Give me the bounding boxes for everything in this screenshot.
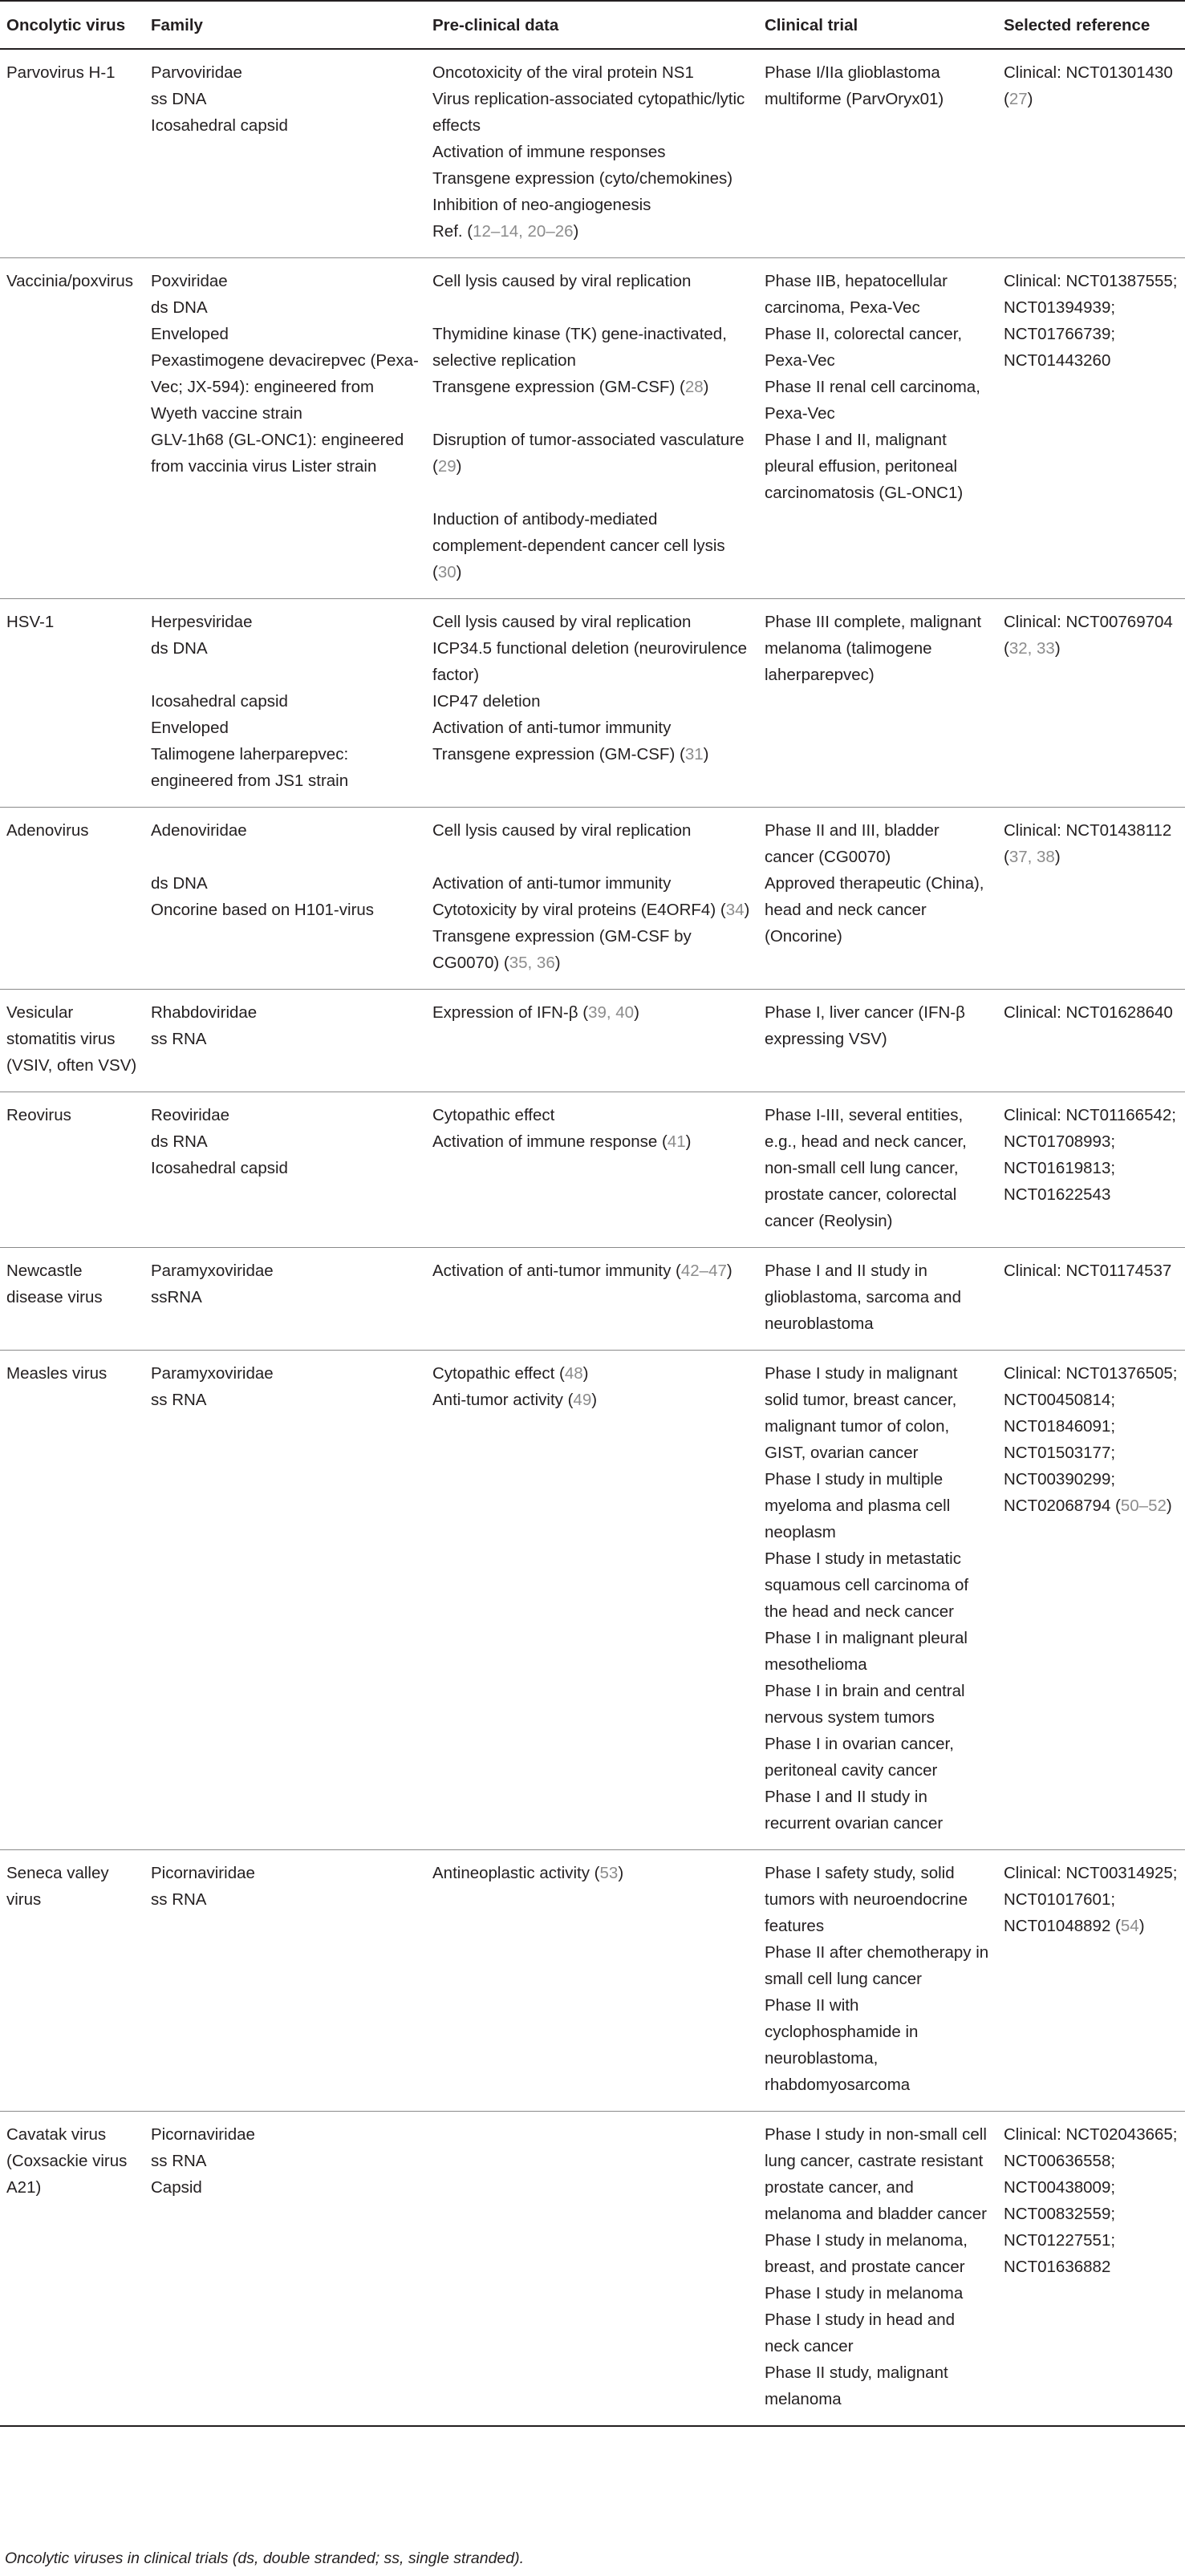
header-row (0, 1, 1185, 49)
reference-cell (997, 808, 1185, 990)
header-family: Family (144, 1, 426, 49)
line-text: Cytotoxicity by viral proteins (E4ORF4) ( (432, 901, 726, 919)
cell-line: Poxviridae (151, 272, 228, 290)
closing-paren: ) (634, 1003, 639, 1022)
cell-line (432, 609, 752, 635)
table-row (0, 1248, 1185, 1351)
closing-paren: ) (1027, 90, 1033, 108)
closing-paren: ) (685, 1132, 692, 1151)
cell-line (432, 139, 752, 165)
cell-line: Phase I safety study, solid tumors with neuroendocrine features (765, 1864, 968, 1935)
cell-line (1004, 609, 1179, 662)
blank-line (432, 844, 752, 870)
cell-line (1004, 1360, 1179, 1519)
cell-line (432, 870, 752, 897)
line-text: ICP34.5 functional deletion (neurovirulence factor) (432, 639, 748, 684)
cell-line: Paramyxoviridae (151, 1364, 274, 1383)
cell-line (432, 1860, 752, 1886)
cell-line: ss RNA (151, 1391, 207, 1409)
closing-paren: ) (456, 563, 462, 581)
cell-line: Phase I/IIa glioblastoma multiforme (ParvOryx01) (765, 63, 944, 108)
reference-cell (997, 49, 1185, 258)
line-text: Cell lysis caused by viral replication (432, 613, 692, 631)
preclinical-cell (426, 808, 758, 990)
clinical-cell (758, 1351, 997, 1850)
cell-line: Phase I study in melanoma, breast, and prostate cancer (765, 2231, 968, 2276)
cell-line (432, 1258, 752, 1284)
cell-line: Phase I in brain and central nervous system tumors (765, 1682, 965, 1727)
cell-line (1004, 817, 1179, 870)
line-text: Activation of anti-tumor immunity ( (432, 1262, 681, 1280)
cell-line: Phase I in malignant pleural mesothelioma (765, 1629, 968, 1674)
cell-line (432, 165, 752, 192)
line-text: Antineoplastic activity ( (432, 1864, 600, 1882)
header-oncolytic-virus: Oncolytic virus (0, 1, 144, 49)
closing-paren: ) (1054, 639, 1061, 658)
cell-line: Phase II and III, bladder cancer (CG0070) (765, 821, 939, 866)
line-text: Activation of anti-tumor immunity (432, 874, 672, 893)
line-text: Cytopathic effect ( (432, 1364, 565, 1383)
line-text: Ref. ( (432, 222, 473, 241)
clinical-cell (758, 2112, 997, 2427)
reference-cell (997, 258, 1185, 599)
closing-paren: ) (618, 1864, 624, 1882)
cell-line (1004, 268, 1179, 374)
cell-line (432, 506, 752, 585)
family-cell (144, 599, 426, 808)
family-cell (144, 1092, 426, 1248)
clinical-cell (758, 49, 997, 258)
cell-line: Phase I study in head and neck cancer (765, 2311, 956, 2355)
reference-numbers: 35, 36 (509, 954, 555, 972)
cell-line: Enveloped (151, 719, 229, 737)
cell-line: Reoviridae (151, 1106, 229, 1124)
line-text: Cell lysis caused by viral replication (432, 272, 692, 290)
closing-paren: ) (1054, 848, 1061, 866)
table-body (0, 49, 1185, 2426)
line-text: Clinical: NCT02043665; NCT00636558; NCT00438009; NCT00832559; NCT01227551; NCT01636882 (1004, 2125, 1178, 2276)
cell-line (432, 923, 752, 976)
reference-numbers: 39, 40 (588, 1003, 635, 1022)
cell-line: ssRNA (151, 1288, 202, 1306)
clinical-cell (758, 1092, 997, 1248)
reference-numbers: 28 (684, 378, 704, 396)
cell-line: Phase IIB, hepatocellular carcinoma, Pexa-Vec (765, 272, 948, 317)
blank-line (432, 480, 752, 506)
virus-cell (0, 599, 144, 808)
line-text: Transgene expression (cyto/chemokines) (432, 169, 733, 188)
cell-line: Phase III complete, malignant melanoma (talimogene laherparepvec) (765, 613, 982, 684)
closing-paren: ) (1166, 1497, 1172, 1515)
clinical-cell (758, 990, 997, 1092)
reference-cell (997, 599, 1185, 808)
table-row (0, 1850, 1185, 2112)
cell-line (432, 427, 752, 480)
cell-line (1004, 999, 1179, 1026)
header-selected-reference: Selected reference (997, 1, 1185, 49)
line-text: Expression of IFN-β ( (432, 1003, 589, 1022)
cell-line (432, 817, 752, 844)
virus-cell (0, 1248, 144, 1351)
cell-line: Seneca valley virus (6, 1864, 109, 1909)
cell-line (432, 1128, 752, 1155)
cell-line (432, 635, 752, 688)
line-text: Virus replication-associated cytopathic/lytic effects (432, 90, 745, 135)
reference-numbers: 37, 38 (1008, 848, 1055, 866)
line-text: Thymidine kinase (TK) gene-inactivated, selective replication (432, 325, 727, 370)
cell-line: Phase I and II study in recurrent ovarian cancer (765, 1788, 944, 1833)
clinical-cell (758, 808, 997, 990)
cell-line: Parvoviridae (151, 63, 242, 82)
cell-line: Approved therapeutic (China), head and neck cancer (Oncorine) (765, 874, 984, 946)
cell-line: Vaccinia/poxvirus (6, 272, 133, 290)
family-cell (144, 1351, 426, 1850)
line-text: Oncotoxicity of the viral protein NS1 (432, 63, 694, 82)
cell-line: Rhabdoviridae (151, 1003, 258, 1022)
cell-line: Phase I and II, malignant pleural effusion, peritoneal carcinomatosis (GL-ONC1) (765, 431, 964, 502)
cell-line: Icosahedral capsid (151, 116, 288, 135)
table-header (0, 1, 1185, 49)
cell-line: Cavatak virus (Coxsackie virus A21) (6, 2125, 128, 2197)
blank-line (151, 844, 420, 870)
reference-cell (997, 1092, 1185, 1248)
cell-line (432, 374, 752, 400)
line-text: Clinical: NCT01387555; NCT01394939; NCT01766739; NCT01443260 (1004, 272, 1178, 370)
header-clinical-trial: Clinical trial (758, 1, 997, 49)
preclinical-cell (426, 258, 758, 599)
cell-line (432, 192, 752, 218)
cell-line: Phase I study in malignant solid tumor, breast cancer, malignant tumor of colon, GIST, ovarian cancer (765, 1364, 958, 1462)
closing-paren: ) (703, 378, 709, 396)
virus-cell (0, 1850, 144, 2112)
virus-cell (0, 1092, 144, 1248)
table-row (0, 990, 1185, 1092)
family-cell (144, 1850, 426, 2112)
cell-line: ss DNA (151, 90, 207, 108)
cell-line: Icosahedral capsid (151, 1159, 288, 1177)
cell-line: Oncorine based on H101-virus (151, 901, 375, 919)
preclinical-cell (426, 599, 758, 808)
cell-line: Reovirus (6, 1106, 71, 1124)
family-cell (144, 2112, 426, 2427)
line-text: Clinical: NCT01376505; NCT00450814; NCT01846091; NCT01503177; NCT00390299; NCT02068794 ( (1004, 1364, 1178, 1515)
closing-paren: ) (1138, 1917, 1145, 1935)
cell-line (432, 86, 752, 139)
line-text: Activation of anti-tumor immunity (432, 719, 672, 737)
reference-numbers: 31 (684, 745, 704, 763)
cell-line: ds DNA (151, 298, 208, 317)
clinical-cell (758, 1248, 997, 1351)
reference-numbers: 32, 33 (1008, 639, 1055, 658)
line-text: Clinical: NCT00769704 ( (1004, 613, 1173, 658)
clinical-cell (758, 258, 997, 599)
cell-line (1004, 1860, 1179, 1939)
cell-line: ds DNA (151, 639, 208, 658)
reference-numbers: 30 (437, 563, 457, 581)
cell-line: Newcastle disease virus (6, 1262, 103, 1306)
cell-line (1004, 2121, 1179, 2280)
cell-line: Measles virus (6, 1364, 108, 1383)
line-text: Transgene expression (GM-CSF) ( (432, 745, 685, 763)
family-cell (144, 990, 426, 1092)
cell-line: Vesicular stomatitis virus (VSIV, often VSV) (6, 1003, 137, 1075)
virus-cell (0, 990, 144, 1092)
line-text: Clinical: NCT01174537 (1004, 1262, 1172, 1280)
reference-numbers: 48 (564, 1364, 583, 1383)
cell-line: Phase I study in non-small cell lung cancer, castrate resistant prostate cancer, and melanoma and bladder cancer (765, 2125, 987, 2223)
table-row (0, 599, 1185, 808)
reference-numbers: 49 (573, 1391, 592, 1409)
closing-paren: ) (582, 1364, 589, 1383)
table-caption: Oncolytic viruses in clinical trials (ds, double stranded; ss, single stranded). (5, 2550, 525, 2567)
cell-line (1004, 59, 1179, 112)
reference-numbers: 29 (437, 457, 457, 476)
cell-line: Phase I in ovarian cancer, peritoneal cavity cancer (765, 1735, 954, 1780)
line-text: Transgene expression (GM-CSF) ( (432, 378, 685, 396)
table-row (0, 808, 1185, 990)
cell-line: Phase I study in melanoma (765, 2284, 964, 2303)
closing-paren: ) (744, 901, 750, 919)
table-row (0, 1351, 1185, 1850)
line-text: Clinical: NCT01438112 ( (1004, 821, 1172, 866)
table-row (0, 2112, 1185, 2427)
cell-line: ss RNA (151, 1030, 207, 1048)
reference-numbers: 34 (725, 901, 745, 919)
blank-line (151, 662, 420, 688)
family-cell (144, 49, 426, 258)
line-text: Transgene expression (GM-CSF by CG0070) ( (432, 927, 692, 972)
virus-cell (0, 2112, 144, 2427)
line-text: Activation of immune response ( (432, 1132, 668, 1151)
line-text: Inhibition of neo-angiogenesis (432, 196, 651, 214)
reference-numbers: 50–52 (1120, 1497, 1167, 1515)
line-text: Clinical: NCT00314925; NCT01017601; NCT01048892 ( (1004, 1864, 1178, 1935)
preclinical-cell (426, 1092, 758, 1248)
cell-line: Enveloped (151, 325, 229, 343)
line-text: Clinical: NCT01301430 ( (1004, 63, 1173, 108)
reference-numbers: 41 (667, 1132, 686, 1151)
virus-cell (0, 49, 144, 258)
cell-line: ss RNA (151, 2152, 207, 2170)
reference-cell (997, 1850, 1185, 2112)
line-text: Induction of antibody-mediated complement-dependent cancer cell lysis ( (432, 510, 725, 581)
closing-paren: ) (456, 457, 462, 476)
cell-line (432, 1387, 752, 1413)
virus-cell (0, 808, 144, 990)
cell-line (432, 321, 752, 374)
line-text: Clinical: NCT01166542; NCT01708993; NCT01619813; NCT01622543 (1004, 1106, 1176, 1204)
cell-line (432, 59, 752, 86)
virus-cell (0, 1351, 144, 1850)
cell-line: GLV-1h68 (GL-ONC1): engineered from vaccinia virus Lister strain (151, 431, 404, 476)
cell-line: Phase II renal cell carcinoma, Pexa-Vec (765, 378, 980, 423)
cell-line (1004, 1102, 1179, 1208)
line-text: Cytopathic effect (432, 1106, 555, 1124)
cell-line: ss RNA (151, 1890, 207, 1909)
family-cell (144, 1248, 426, 1351)
blank-line (432, 294, 752, 321)
cell-line: Picornaviridae (151, 1864, 255, 1882)
cell-line (432, 715, 752, 741)
line-text: Disruption of tumor-associated vasculature ( (432, 431, 745, 476)
preclinical-cell (426, 990, 758, 1092)
family-cell (144, 808, 426, 990)
line-text: Clinical: NCT01628640 (1004, 1003, 1173, 1022)
cell-line: Parvovirus H-1 (6, 63, 116, 82)
cell-line: Adenovirus (6, 821, 89, 840)
cell-line: Phase II, colorectal cancer, Pexa-Vec (765, 325, 963, 370)
cell-line: Phase I and II study in glioblastoma, sarcoma and neuroblastoma (765, 1262, 961, 1333)
blank-line (432, 400, 752, 427)
table-row (0, 1092, 1185, 1248)
preclinical-cell (426, 49, 758, 258)
preclinical-cell (426, 2112, 758, 2427)
cell-line: Phase II study, malignant melanoma (765, 2363, 948, 2408)
reference-cell (997, 1248, 1185, 1351)
reference-numbers: 12–14, 20–26 (473, 222, 574, 241)
clinical-cell (758, 599, 997, 808)
header-pre-clinical-data: Pre-clinical data (426, 1, 758, 49)
cell-line: Picornaviridae (151, 2125, 255, 2144)
line-text: Anti-tumor activity ( (432, 1391, 574, 1409)
line-text: Activation of immune responses (432, 143, 666, 161)
cell-line (432, 897, 752, 923)
closing-paren: ) (703, 745, 709, 763)
cell-line (432, 1102, 752, 1128)
cell-line (432, 218, 752, 245)
reference-numbers: 54 (1120, 1917, 1139, 1935)
cell-line: ds DNA (151, 874, 208, 893)
preclinical-cell (426, 1351, 758, 1850)
closing-paren: ) (726, 1262, 733, 1280)
cell-line: HSV-1 (6, 613, 55, 631)
cell-line: Paramyxoviridae (151, 1262, 274, 1280)
line-text: Cell lysis caused by viral replication (432, 821, 692, 840)
table-row (0, 258, 1185, 599)
preclinical-cell (426, 1850, 758, 2112)
reference-cell (997, 1351, 1185, 1850)
reference-numbers: 27 (1008, 90, 1028, 108)
clinical-cell (758, 1850, 997, 2112)
virus-cell (0, 258, 144, 599)
cell-line: Phase II with cyclophosphamide in neuroblastoma, rhabdomyosarcoma (765, 1996, 919, 2094)
closing-paren: ) (573, 222, 579, 241)
cell-line: ds RNA (151, 1132, 208, 1151)
cell-line: Icosahedral capsid (151, 692, 288, 711)
reference-cell (997, 2112, 1185, 2427)
cell-line: Pexastimogene devacirepvec (Pexa-Vec; JX-594): engineered from Wyeth vaccine strain (151, 351, 419, 423)
cell-line: Capsid (151, 2178, 202, 2197)
preclinical-cell (426, 1248, 758, 1351)
cell-line: Phase I study in multiple myeloma and plasma cell neoplasm (765, 1470, 951, 1541)
closing-paren: ) (591, 1391, 598, 1409)
cell-line (1004, 1258, 1179, 1284)
cell-line: Phase I-III, several entities, e.g., head and neck cancer, non-small cell lung cancer, prostate cancer, colorectal cancer (Reolysin) (765, 1106, 967, 1230)
reference-cell (997, 990, 1185, 1092)
cell-line (432, 1360, 752, 1387)
closing-paren: ) (554, 954, 561, 972)
cell-line (432, 268, 752, 294)
cell-line: Phase I study in metastatic squamous cell carcinoma of the head and neck cancer (765, 1549, 969, 1621)
cell-line: Phase I, liver cancer (IFN-β expressing VSV) (765, 1003, 965, 1048)
cell-line (432, 741, 752, 768)
line-text: ICP47 deletion (432, 692, 541, 711)
family-cell (144, 258, 426, 599)
cell-line (432, 688, 752, 715)
reference-numbers: 42–47 (680, 1262, 727, 1280)
cell-line: Talimogene laherparepvec: engineered from JS1 strain (151, 745, 349, 790)
cell-line (432, 999, 752, 1026)
cell-line: Phase II after chemotherapy in small cell lung cancer (765, 1943, 989, 1988)
cell-line: Adenoviridae (151, 821, 247, 840)
cell-line: Herpesviridae (151, 613, 253, 631)
table-row (0, 49, 1185, 258)
reference-numbers: 53 (599, 1864, 619, 1882)
